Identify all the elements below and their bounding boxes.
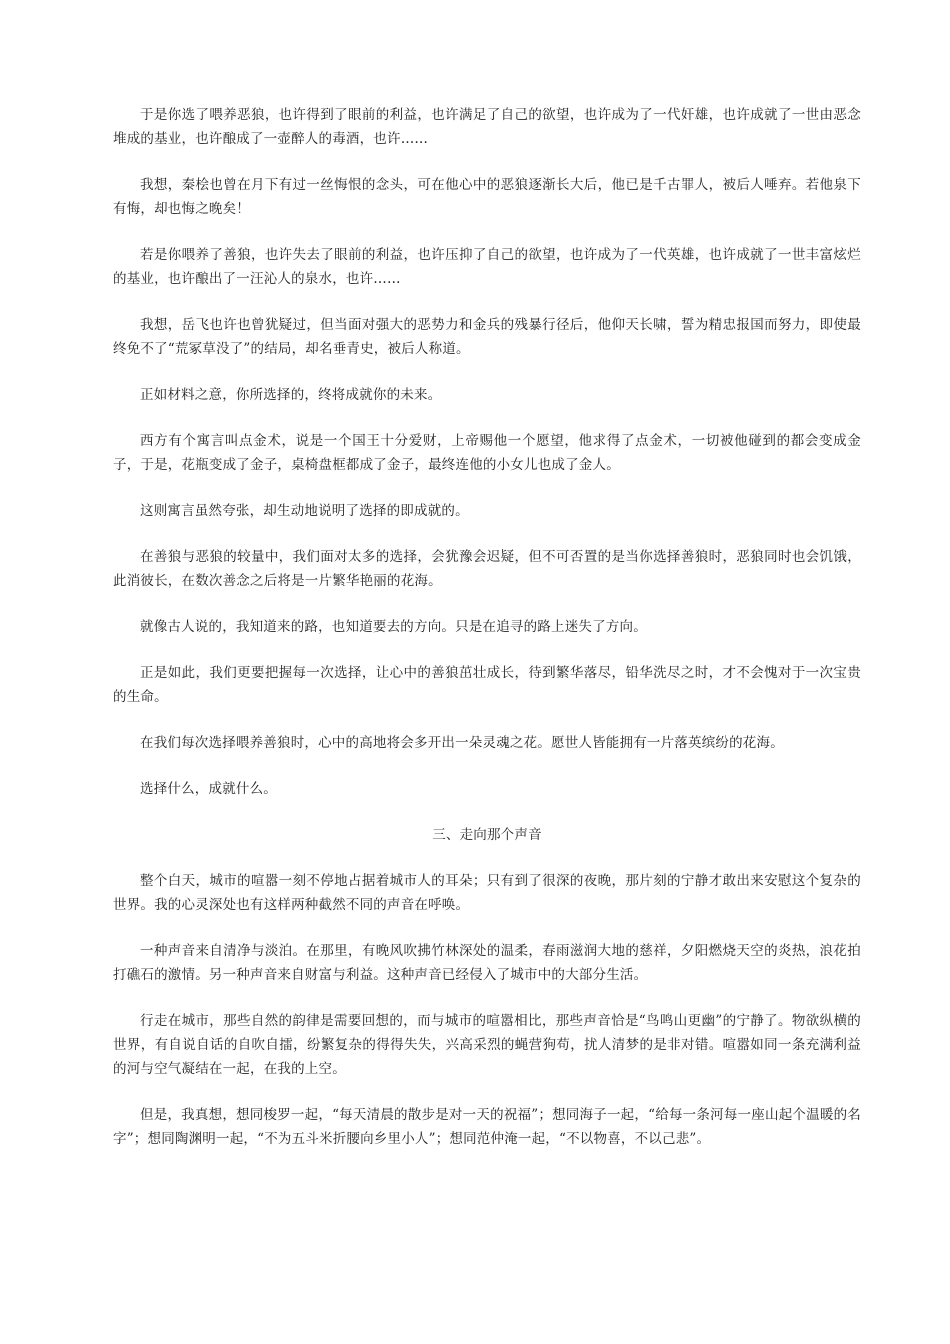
- paragraph: 于是你选了喂养恶狼，也许得到了眼前的利益，也许满足了自己的欲望，也许成为了一代奸雄，也许成就了一世由恶念堆成的基业，也许酿成了一壶醉人的毒酒，也许……: [113, 107, 861, 147]
- paragraph: 在善狼与恶狼的较量中，我们面对太多的选择，会犹豫会迟疑，但不可否置的是当你选择善狼时，恶狼同时也会饥饿，此消彼长，在数次善念之后将是一片繁华艳丽的花海。: [113, 549, 861, 589]
- paragraph: 若是你喂养了善狼，也许失去了眼前的利益，也许压抑了自己的欲望，也许成为了一代英雄，也许成就了一世丰富炫烂的基业，也许酿出了一汪沁人的泉水，也许……: [113, 247, 861, 287]
- paragraph: 正是如此，我们更要把握每一次选择，让心中的善狼茁壮成长，待到繁华落尽，铅华洗尽之时，才不会愧对于一次宝贵的生命。: [113, 665, 861, 705]
- paragraph: 但是，我真想，想同梭罗一起，“每天清晨的散步是对一天的祝福”；想同海子一起，“给每一条河每一座山起个温暖的名字”；想同陶渊明一起，“不为五斗米折腰向乡里小人”；想同范仲淹一起，“不以物喜，不以己悲”。: [113, 1107, 861, 1147]
- paragraph: 西方有个寓言叫点金术，说是一个国王十分爱财，上帝赐他一个愿望，他求得了点金术，一切被他碰到的都会变成金子，于是，花瓶变成了金子，桌椅盘框都成了金子，最终连他的小女儿也成了金人。: [113, 433, 861, 473]
- paragraph: 这则寓言虽然夸张，却生动地说明了选择的即成就的。: [140, 503, 469, 519]
- paragraph: 一种声音来自清净与淡泊。在那里，有晚风吹拂竹林深处的温柔，春雨滋润大地的慈祥，夕阳燃烧天空的炎热，浪花拍打礁石的激情。另一种声音来自财富与利益。这种声音已经侵入了城市中的大部分生活。: [113, 943, 861, 983]
- paragraph: 我想，秦桧也曾在月下有过一丝悔恨的念头，可在他心中的恶狼逐渐长大后，他已是千古罪人，被后人唾弃。若他泉下有悔，却也悔之晚矣！: [113, 177, 861, 217]
- paragraph: 在我们每次选择喂养善狼时，心中的高地将会多开出一朵灵魂之花。愿世人皆能拥有一片落英缤纷的花海。: [140, 735, 784, 751]
- paragraph: 行走在城市，那些自然的韵律是需要回想的，而与城市的喧嚣相比，那些声音恰是“鸟鸣山更幽”的宁静了。物欲纵横的世界，有自说自话的自吹自擂，纷繁复杂的得得失失，兴高采烈的蝇营狗苟，扰人清梦的是非对错。喧嚣如同一条充满利益的河与空气凝结在一起，在我的上空。: [113, 1013, 861, 1077]
- paragraph: 就像古人说的，我知道来的路，也知道要去的方向。只是在追寻的路上迷失了方向。: [140, 619, 647, 635]
- paragraph: 整个白天，城市的喧嚣一刻不停地占据着城市人的耳朵；只有到了很深的夜晚，那片刻的宁静才敢出来安慰这个复杂的世界。我的心灵深处也有这样两种截然不同的声音在呼唤。: [113, 873, 861, 913]
- document-page: [113, 103, 861, 1173]
- paragraph: 我想，岳飞也许也曾犹疑过，但当面对强大的恶势力和金兵的残暴行径后，他仰天长啸，誓为精忠报国而努力，即使最终免不了“荒冢草没了”的结局，却名垂青史，被后人称道。: [113, 317, 861, 357]
- paragraph: 选择什么，成就什么。: [140, 781, 277, 797]
- paragraph: 正如材料之意，你所选择的，终将成就你的未来。: [140, 387, 442, 403]
- section-title: 三、走向那个声音: [432, 827, 542, 843]
